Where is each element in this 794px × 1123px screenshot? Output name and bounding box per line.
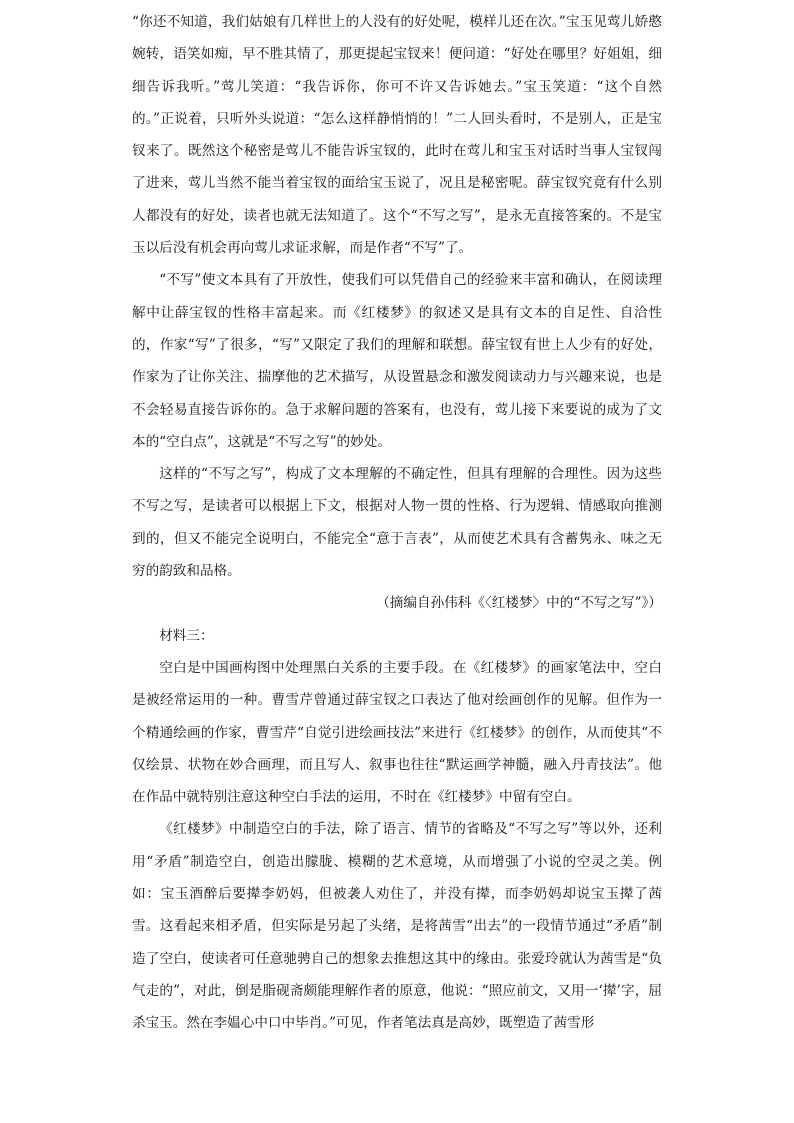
paragraph-5: 《红楼梦》中制造空白的手法，除了语言、情节的省略及“不写之写”等以外，还利用“矛盾”制造空白，创造出朦胧、模糊的艺术意境，从而增强了小说的空灵之美。例如：宝玉酒醉后要撵李奶妈，但被袭人劝住了，并没有撵，而李奶妈却说宝玉撵了茜雪。这看起来相矛盾，但实际是另起了头绪，是将茜雪“出去”的一段情节通过“矛盾”制造了空白，使读者可任意驰骋自己的想象去推想这其中的缘由。张爱玲就认为茜雪是“负气走的”，对此，倒是脂砚斋颇能理解作者的原意，他说：“照应前文，又用一‘撵’字，屈杀宝玉。然在李媪心中口中毕肖。”可见，作者笔法真是高妙，既塑造了茜雪形 bbox=[132, 821, 662, 1032]
paragraph-4: 空白是中国画构图中处理黑白关系的主要手段。在《红楼梦》的画家笔法中，空白是被经常运用的一种。曹雪芹曾通过薛宝钗之口表达了他对绘画创作的见解。但作为一个精通绘画的作家，曹雪芹“自觉引进绘画技法”来进行《红楼梦》的创作，从而使其“不仅绘景、状物在妙合画理，而且写人、叙事也往往“默运画学神髓，融入丹青技法”。他在作品中就特别注意这种空白手法的运用，不时在《红楼梦》中留有空白。 bbox=[132, 659, 662, 806]
material-heading: 材料三： bbox=[159, 627, 214, 644]
paragraph-1: “你还不知道，我们姑娘有几样世上的人没有的好处呢，模样儿还在次。”宝玉见莺儿娇憨婉转，语笑如痴，早不胜其情了，那更提起宝钗来！便问道：“好处在哪里？好姐姐，细细告诉我听。”莺儿笑道：“我告诉你，你可不许又告诉她去。”宝玉笑道：“这个自然的。”正说着，只听外头说道：“怎么这样静悄悄的！”二人回头看时，不是别人，正是宝钗来了。既然这个秘密是莺儿不能告诉宝钗的，此时在莺儿和宝玉对话时当事人宝钗闯了进来，莺儿当然不能当着宝钗的面给宝玉说了，况且是秘密呢。薛宝钗究竟有什么别人都没有的好处，读者也就无法知道了。这个“不写之写”，是永无直接答案的。不是宝玉以后没有机会再向莺儿求证求解，而是作者“不写”了。 bbox=[132, 14, 662, 257]
paragraph-3: 这样的“不写之写”，构成了文本理解的不确定性，但具有理解的合理性。因为这些不写之写，是读者可以根据上下文，根据对人物一贯的性格、行为逻辑、情感取向推测到的，但又不能完全说明白，不能完全“意于言表”，从而使艺术具有含蓄隽永、味之无穷的韵致和品格。 bbox=[132, 466, 662, 580]
paragraph-2: “不写”使文本具有了开放性，使我们可以凭借自己的经验来丰富和确认，在阅读理解中让薛宝钗的性格丰富起来。而《红楼梦》的叙述又是具有文本的自足性、自洽性的，作家“写”了很多，“写”又限定了我们的理解和联想。薛宝钗有世上人少有的好处，作家为了让你关注、揣摩他的艺术描写，从设置悬念和激发阅读动力与兴趣来说，也是不会轻易直接告诉你的。急于求解问题的答案有，也没有，莺儿接下来要说的成为了文本的“空白点”，这就是“不写之写”的妙处。 bbox=[132, 272, 662, 450]
source-note: （摘编自孙伟科《〈红楼梦〉中的“不写之写”》） bbox=[376, 595, 662, 612]
document-page bbox=[132, 6, 662, 1040]
